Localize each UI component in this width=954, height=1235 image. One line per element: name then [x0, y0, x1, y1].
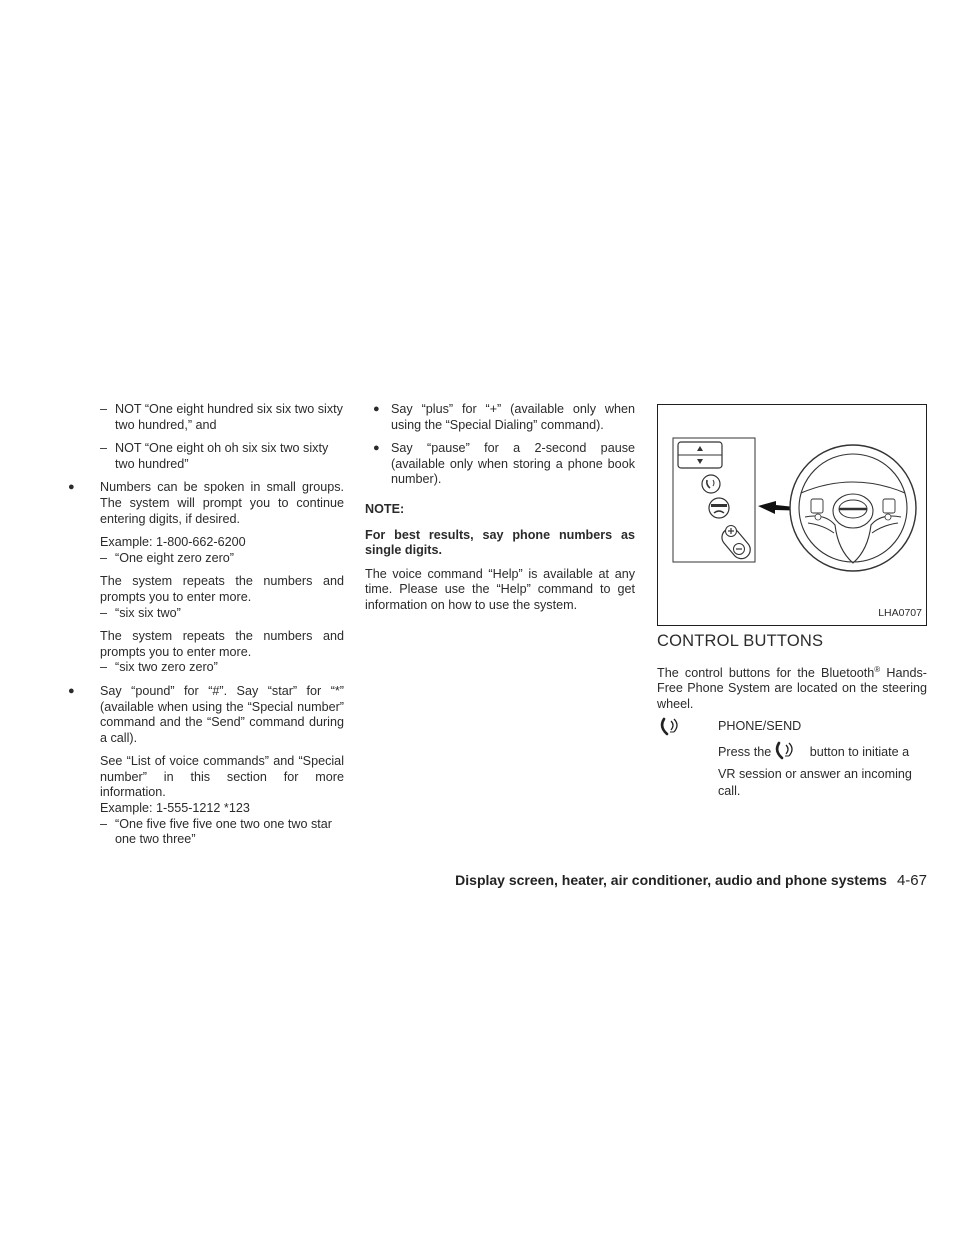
- phone-send-icon: [773, 741, 797, 766]
- dash-marker: –: [100, 605, 108, 620]
- dash-marker: –: [100, 660, 108, 675]
- list-item: [62, 817, 344, 848]
- item-text: NOT “One eight hundred six six two sixty two hundred,” and: [115, 402, 343, 432]
- item-text: “six six two”: [115, 605, 181, 620]
- paragraph: See “List of voice commands” and “Special number” in this section for more information.: [100, 754, 344, 800]
- list-item: [62, 441, 344, 472]
- bullet-text: Say “plus” for “+” (available only when using the “Special Dialing” command).: [391, 402, 635, 432]
- item-text: “One eight zero zero”: [115, 550, 234, 565]
- right-column: [657, 404, 927, 800]
- bullet-marker: ●: [68, 684, 75, 697]
- note-heading: NOTE:: [365, 501, 405, 516]
- item-text: “One five five five one two one two star one two three”: [115, 816, 332, 847]
- list-item: [62, 551, 344, 567]
- bullet-text: Say “pause” for a 2-second pause (available only when storing a phone book number).: [391, 441, 635, 487]
- phone-send-label: PHONE/SEND: [718, 718, 802, 733]
- page-number: 4-67: [896, 872, 927, 889]
- phone-send-description: [657, 741, 927, 800]
- intro-paragraph: [657, 662, 927, 713]
- paragraph: The system repeats the numbers and prompts you to enter more.: [100, 629, 344, 659]
- mode-button-icon: [709, 498, 729, 518]
- help-paragraph: The voice command “Help” is available at any time. Please use the “Help” command to get information on how to use the system.: [365, 566, 635, 612]
- example-text: Example: 1-555-1212 *123: [100, 801, 250, 816]
- dash-marker: –: [100, 402, 108, 416]
- middle-column: [365, 402, 635, 614]
- bullet-item: [365, 402, 635, 433]
- steering-wheel-figure: [657, 404, 927, 626]
- bullet-item: [62, 480, 344, 527]
- bullet-item: [62, 684, 344, 746]
- bullet-marker: ●: [373, 442, 380, 455]
- section-title: CONTROL BUTTONS: [657, 632, 824, 650]
- example-text: Example: 1-800-662-6200: [100, 535, 246, 550]
- bullet-item: [365, 441, 635, 488]
- page-footer: [300, 872, 927, 889]
- dash-marker: –: [100, 550, 108, 565]
- dash-marker: –: [100, 816, 108, 831]
- press-text: button to initiate a VR session or answer an incoming call.: [718, 744, 912, 798]
- bullet-marker: ●: [373, 403, 380, 415]
- list-item: [62, 606, 344, 622]
- press-text: Press the: [718, 744, 772, 759]
- list-item: [62, 402, 344, 433]
- list-item: [62, 660, 344, 676]
- item-text: NOT “One eight oh oh six six two sixty two hundred”: [115, 441, 329, 471]
- bullet-marker: ●: [68, 481, 75, 494]
- figure-code: LHA0707: [878, 607, 922, 620]
- steering-wheel-illustration: [658, 405, 926, 625]
- phone-send-icon: [702, 475, 720, 493]
- intro-text: The control buttons for the Bluetooth: [657, 665, 875, 680]
- item-text: “six two zero zero”: [115, 660, 218, 675]
- bullet-text: Say “pound” for “#”. Say “star” for “*” (available when using the “Special number” command and the “Send” command during a call).: [100, 683, 344, 745]
- phone-send-row: [657, 719, 927, 741]
- intro-text: Hands-Free Phone System are located on the steering wheel.: [657, 665, 927, 711]
- footer-section-title: Display screen, heater, air conditioner, audio and phone systems: [455, 872, 887, 888]
- note-body: For best results, say phone numbers as single digits.: [365, 527, 635, 558]
- left-column: [62, 402, 344, 856]
- registered-mark: ®: [874, 664, 881, 674]
- dash-marker: –: [100, 441, 108, 456]
- phone-send-icon: [659, 717, 681, 742]
- bullet-text: Numbers can be spoken in small groups. The system will prompt you to continue entering digits, if desired.: [100, 480, 344, 526]
- paragraph: The system repeats the numbers and prompts you to enter more.: [100, 574, 344, 604]
